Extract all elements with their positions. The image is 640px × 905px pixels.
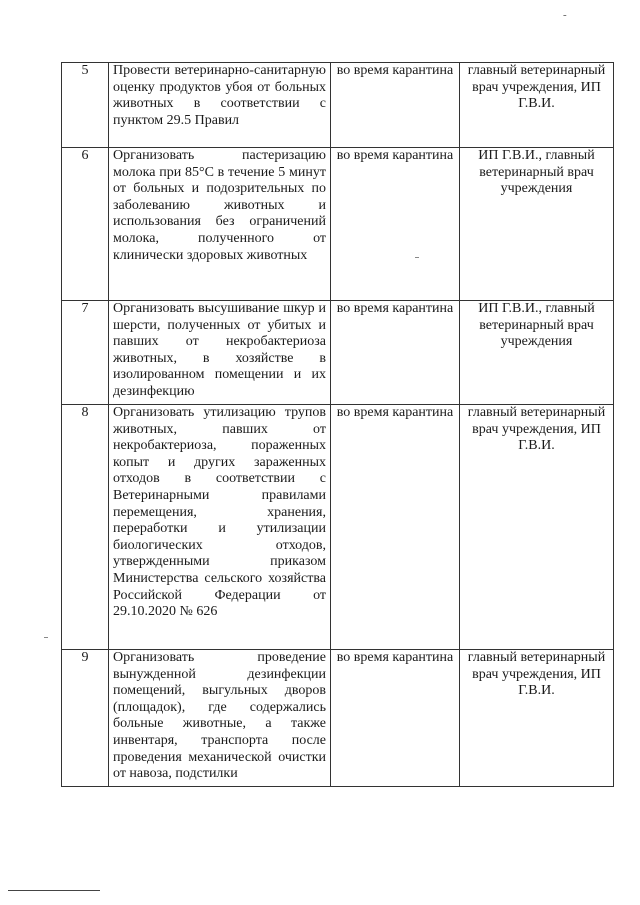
scan-speck (44, 637, 48, 638)
measure-term: во время карантина (331, 63, 460, 148)
measure-responsible: главный ветеринарный врач учреждения, ИП Г.В.И. (460, 63, 614, 148)
measure-responsible: ИП Г.В.И., главный ветеринарный врач учреждения (460, 301, 614, 405)
footer-rule (8, 890, 100, 891)
measure-term: во время карантина (331, 148, 460, 301)
row-number: 7 (62, 301, 109, 405)
table-row (62, 148, 614, 301)
measure-description: Организовать утилизацию трупов животных, павших от некробактериоза, пораженных копыт и других зараженных отходов в соответствии с Ветеринарными правилами перемещения, хранения, переработки и утилизации биологических отходов, утвержденными приказом Министерства сельского хозяйства Российской Федерации от 29.10.2020 № 626 (109, 405, 331, 650)
row-number: 8 (62, 405, 109, 650)
measure-term: во время карантина (331, 405, 460, 650)
measure-description: Организовать пастеризацию молока при 85°С в течение 5 минут от больных и подозрительных по заболеванию животных и использования без ограничений молока, полученного от клинически здоровых животных (109, 148, 331, 301)
measure-term: во время карантина (331, 301, 460, 405)
measure-responsible: главный ветеринарный врач учреждения, ИП Г.В.И. (460, 650, 614, 787)
table-row (62, 63, 614, 148)
table-row (62, 650, 614, 787)
row-number: 9 (62, 650, 109, 787)
measure-responsible: главный ветеринарный врач учреждения, ИП Г.В.И. (460, 405, 614, 650)
table-row (62, 301, 614, 405)
measures-table (61, 62, 614, 787)
measure-responsible: ИП Г.В.И., главный ветеринарный врач учреждения (460, 148, 614, 301)
row-number: 6 (62, 148, 109, 301)
table-row (62, 405, 614, 650)
measure-description: Организовать проведение вынужденной дезинфекции помещений, выгульных дворов (площадок), где содержались больные животные, а также инвентаря, транспорта после проведения механической очистки от навоза, подстилки (109, 650, 331, 787)
page-corner-mark: - (563, 9, 567, 21)
measure-description: Провести ветеринарно-санитарную оценку продуктов убоя от больных животных в соответствии с пунктом 29.5 Правил (109, 63, 331, 148)
row-number: 5 (62, 63, 109, 148)
measure-term: во время карантина (331, 650, 460, 787)
measure-description: Организовать высушивание шкур и шерсти, полученных от убитых и павших от некробактериоза животных, в хозяйстве в изолированном помещении и их дезинфекцию (109, 301, 331, 405)
